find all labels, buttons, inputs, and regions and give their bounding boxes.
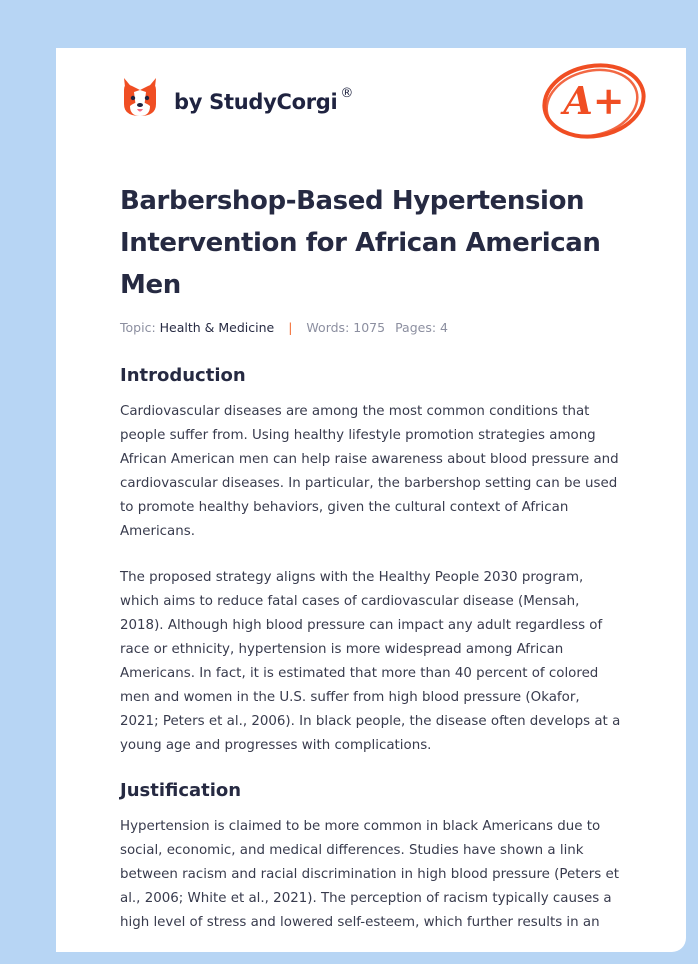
section-heading-justification: Justification (120, 780, 242, 801)
grade-badge (538, 58, 650, 148)
article-meta (120, 320, 622, 335)
pages-value: 4 (440, 320, 448, 335)
brand-text: by StudyCorgi (174, 90, 338, 114)
header (56, 48, 686, 168)
studycorgi-logo[interactable] (120, 76, 353, 120)
section-heading-introduction: Introduction (120, 365, 246, 386)
words-label: Words: (306, 320, 350, 335)
grade-text: A+ (563, 78, 625, 123)
pages-label: Pages: (395, 320, 437, 335)
paragraph: Hypertension is claimed to be more common in black Americans due to social, economic, and medical differences. Studies have shown a link between racism and racial discrimination in high blood pressure (Peters et al., 2006; White et al., 2021). The perception of racism typically causes a high level of stress and lowered self-esteem, which further results in an (120, 819, 619, 930)
corgi-icon (120, 76, 160, 120)
words-value: 1075 (353, 320, 386, 335)
topic-value[interactable]: Health & Medicine (159, 320, 275, 335)
brand-name (174, 86, 354, 114)
article-title: Barbershop-Based Hypertension Intervention for African American Men (120, 186, 601, 300)
article (56, 180, 686, 935)
paragraph: The proposed strategy aligns with the Healthy People 2030 program, which aims to reduce fatal cases of cardiovascular disease (Mensah, 2018). Although high blood pressure can impact any adult regardless of race or ethnicity, hypertension is more widespread among African Americans. In fact, it is estimated that more than 40 percent of colored men and women in the U.S. suffer from high blood pressure (Okafor, 2021; Peters et al., 2006). In black people, the disease often develops at a young age and progresses with complications. (120, 570, 621, 753)
meta-separator: | (288, 320, 293, 335)
document-page (56, 48, 686, 952)
paragraph: Cardiovascular diseases are among the most common conditions that people suffer from. Using healthy lifestyle promotion strategies among African American men can help raise awareness about blood pressure and cardiovascular diseases. In particular, the barbershop setting can be used to promote healthy behaviors, given the cultural context of African Americans. (120, 404, 619, 539)
registered-mark: ® (340, 86, 354, 101)
topic-label: Topic: (120, 320, 156, 335)
